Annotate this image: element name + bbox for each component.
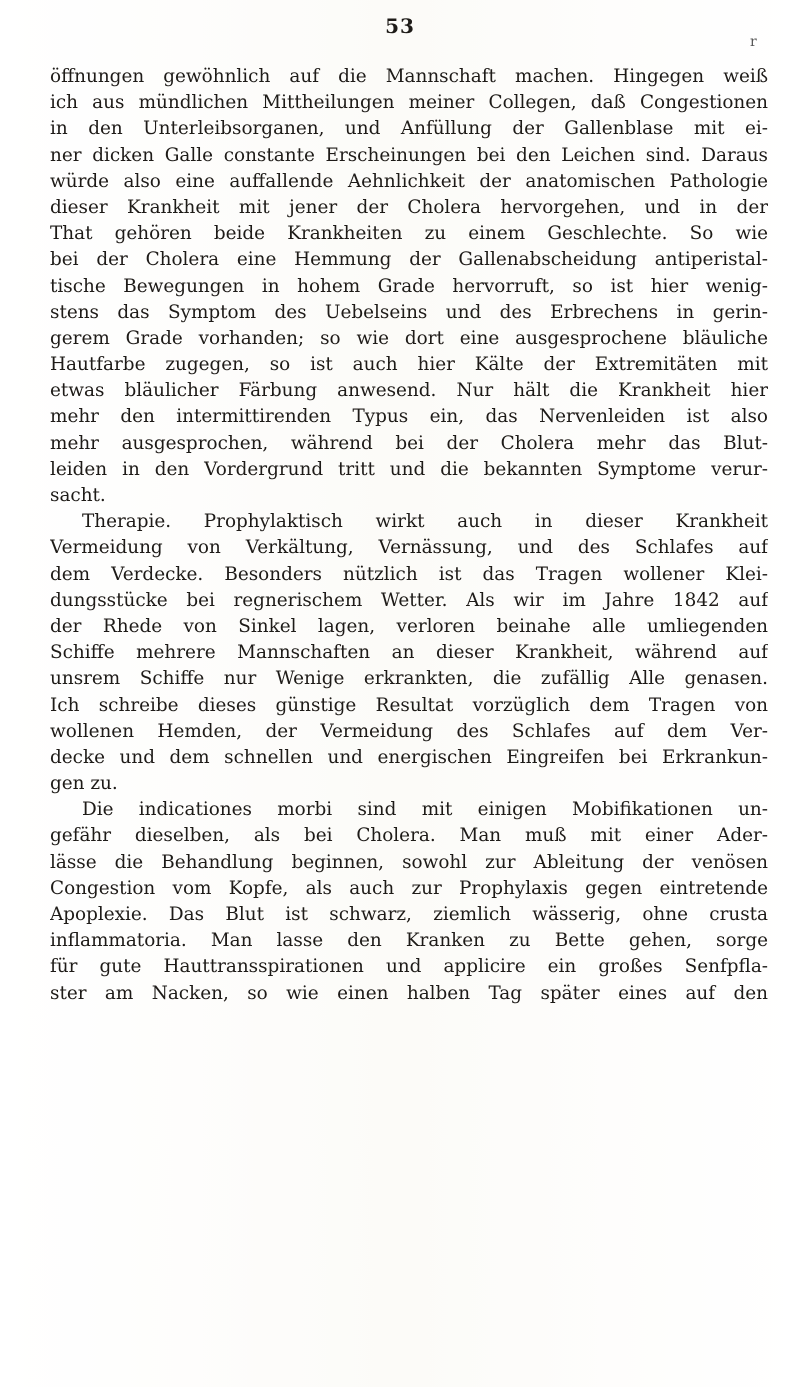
text-line: tische Bewegungen in hohem Grade hervorruft, so ist hier wenig- xyxy=(50,275,768,297)
text-line: in den Unterleibsorganen, und Anfüllung der Gallenblase mit ei- xyxy=(50,118,768,140)
text-line: gerem Grade vorhanden; so wie dort eine ausgesprochene bläuliche xyxy=(50,327,768,349)
text-line: dem Verdecke. Besonders nützlich ist das Tragen wollener Klei- xyxy=(50,563,768,585)
text-line: Die indicationes morbi sind mit einigen Mobifikationen un- xyxy=(82,799,768,821)
text-line: bei der Cholera eine Hemmung der Gallenabscheidung antiperistal- xyxy=(50,249,768,271)
text-line: lässe die Behandlung beginnen, sowohl zur Ableitung der venösen xyxy=(50,851,768,873)
text-line: Schiffe mehrere Mannschaften an dieser Krankheit, während auf xyxy=(50,642,768,664)
text-line: ster am Nacken, so wie einen halben Tag später eines auf den xyxy=(50,982,768,1004)
text-line: Apoplexie. Das Blut ist schwarz, ziemlich wässerig, ohne crusta xyxy=(50,904,768,925)
text-line: gefähr dieselben, als bei Cholera. Man muß mit einer Ader- xyxy=(50,825,768,847)
page-number: 53 xyxy=(385,14,415,38)
text-line: öffnungen gewöhnlich auf die Mannschaft machen. Hingegen weiß xyxy=(50,66,768,87)
text-line: Ich schreibe dieses günstige Resultat vorzüglich dem Tragen von xyxy=(50,694,768,716)
text-line: decke und dem schnellen und energischen Eingreifen bei Erkrankun- xyxy=(50,746,768,768)
text-line: leiden in den Vordergrund tritt und die bekannten Symptome verur- xyxy=(50,458,768,480)
text-line: gen zu. xyxy=(50,773,118,795)
text-line: wollenen Hemden, der Vermeidung des Schlafes auf dem Ver- xyxy=(50,720,768,742)
text-line: Therapie. Prophylaktisch wirkt auch in dieser Krankheit xyxy=(82,511,768,533)
text-line: mehr ausgesprochen, während bei der Cholera mehr das Blut- xyxy=(50,432,768,454)
text-line: ner dicken Galle constante Erscheinungen bei den Leichen sind. Daraus xyxy=(50,144,768,166)
text-line: mehr den intermittirenden Typus ein, das Nervenleiden ist also xyxy=(50,406,768,428)
text-line: unsrem Schiffe nur Wenige erkrankten, die zufällig Alle genasen. xyxy=(50,668,768,690)
text-line: dieser Krankheit mit jener der Cholera hervorgehen, und in der xyxy=(50,196,768,218)
text-line: That gehören beide Krankheiten zu einem Geschlechte. So wie xyxy=(50,223,768,245)
corner-mark: r xyxy=(750,34,757,50)
text-line: inflammatoria. Man lasse den Kranken zu Bette gehen, sorge xyxy=(50,930,768,952)
text-line: würde also eine auffallende Aehnlichkeit der anatomischen Pathologie xyxy=(50,170,768,192)
text-line: dungsstücke bei regnerischem Wetter. Als wir im Jahre 1842 auf xyxy=(50,589,768,611)
text-line: etwas bläulicher Färbung anwesend. Nur hält die Krankheit hier xyxy=(50,380,768,402)
text-line: Hautfarbe zugegen, so ist auch hier Kälte der Extremitäten mit xyxy=(50,354,768,376)
text-line: ich aus mündlichen Mittheilungen meiner Collegen, daß Congestionen xyxy=(50,92,768,114)
body-text xyxy=(50,64,768,1007)
text-line: sacht. xyxy=(50,485,106,506)
text-line: Vermeidung von Verkältung, Vernässung, und des Schlafes auf xyxy=(50,537,768,559)
text-line: der Rhede von Sinkel lagen, verloren beinahe alle umliegenden xyxy=(50,615,768,637)
text-line: Congestion vom Kopfe, als auch zur Prophylaxis gegen eintretende xyxy=(50,877,768,899)
text-line: stens das Symptom des Uebelseins und des Erbrechens in gerin- xyxy=(50,301,768,323)
text-line: für gute Hauttransspirationen und applicire ein großes Senfpfla- xyxy=(50,956,768,978)
